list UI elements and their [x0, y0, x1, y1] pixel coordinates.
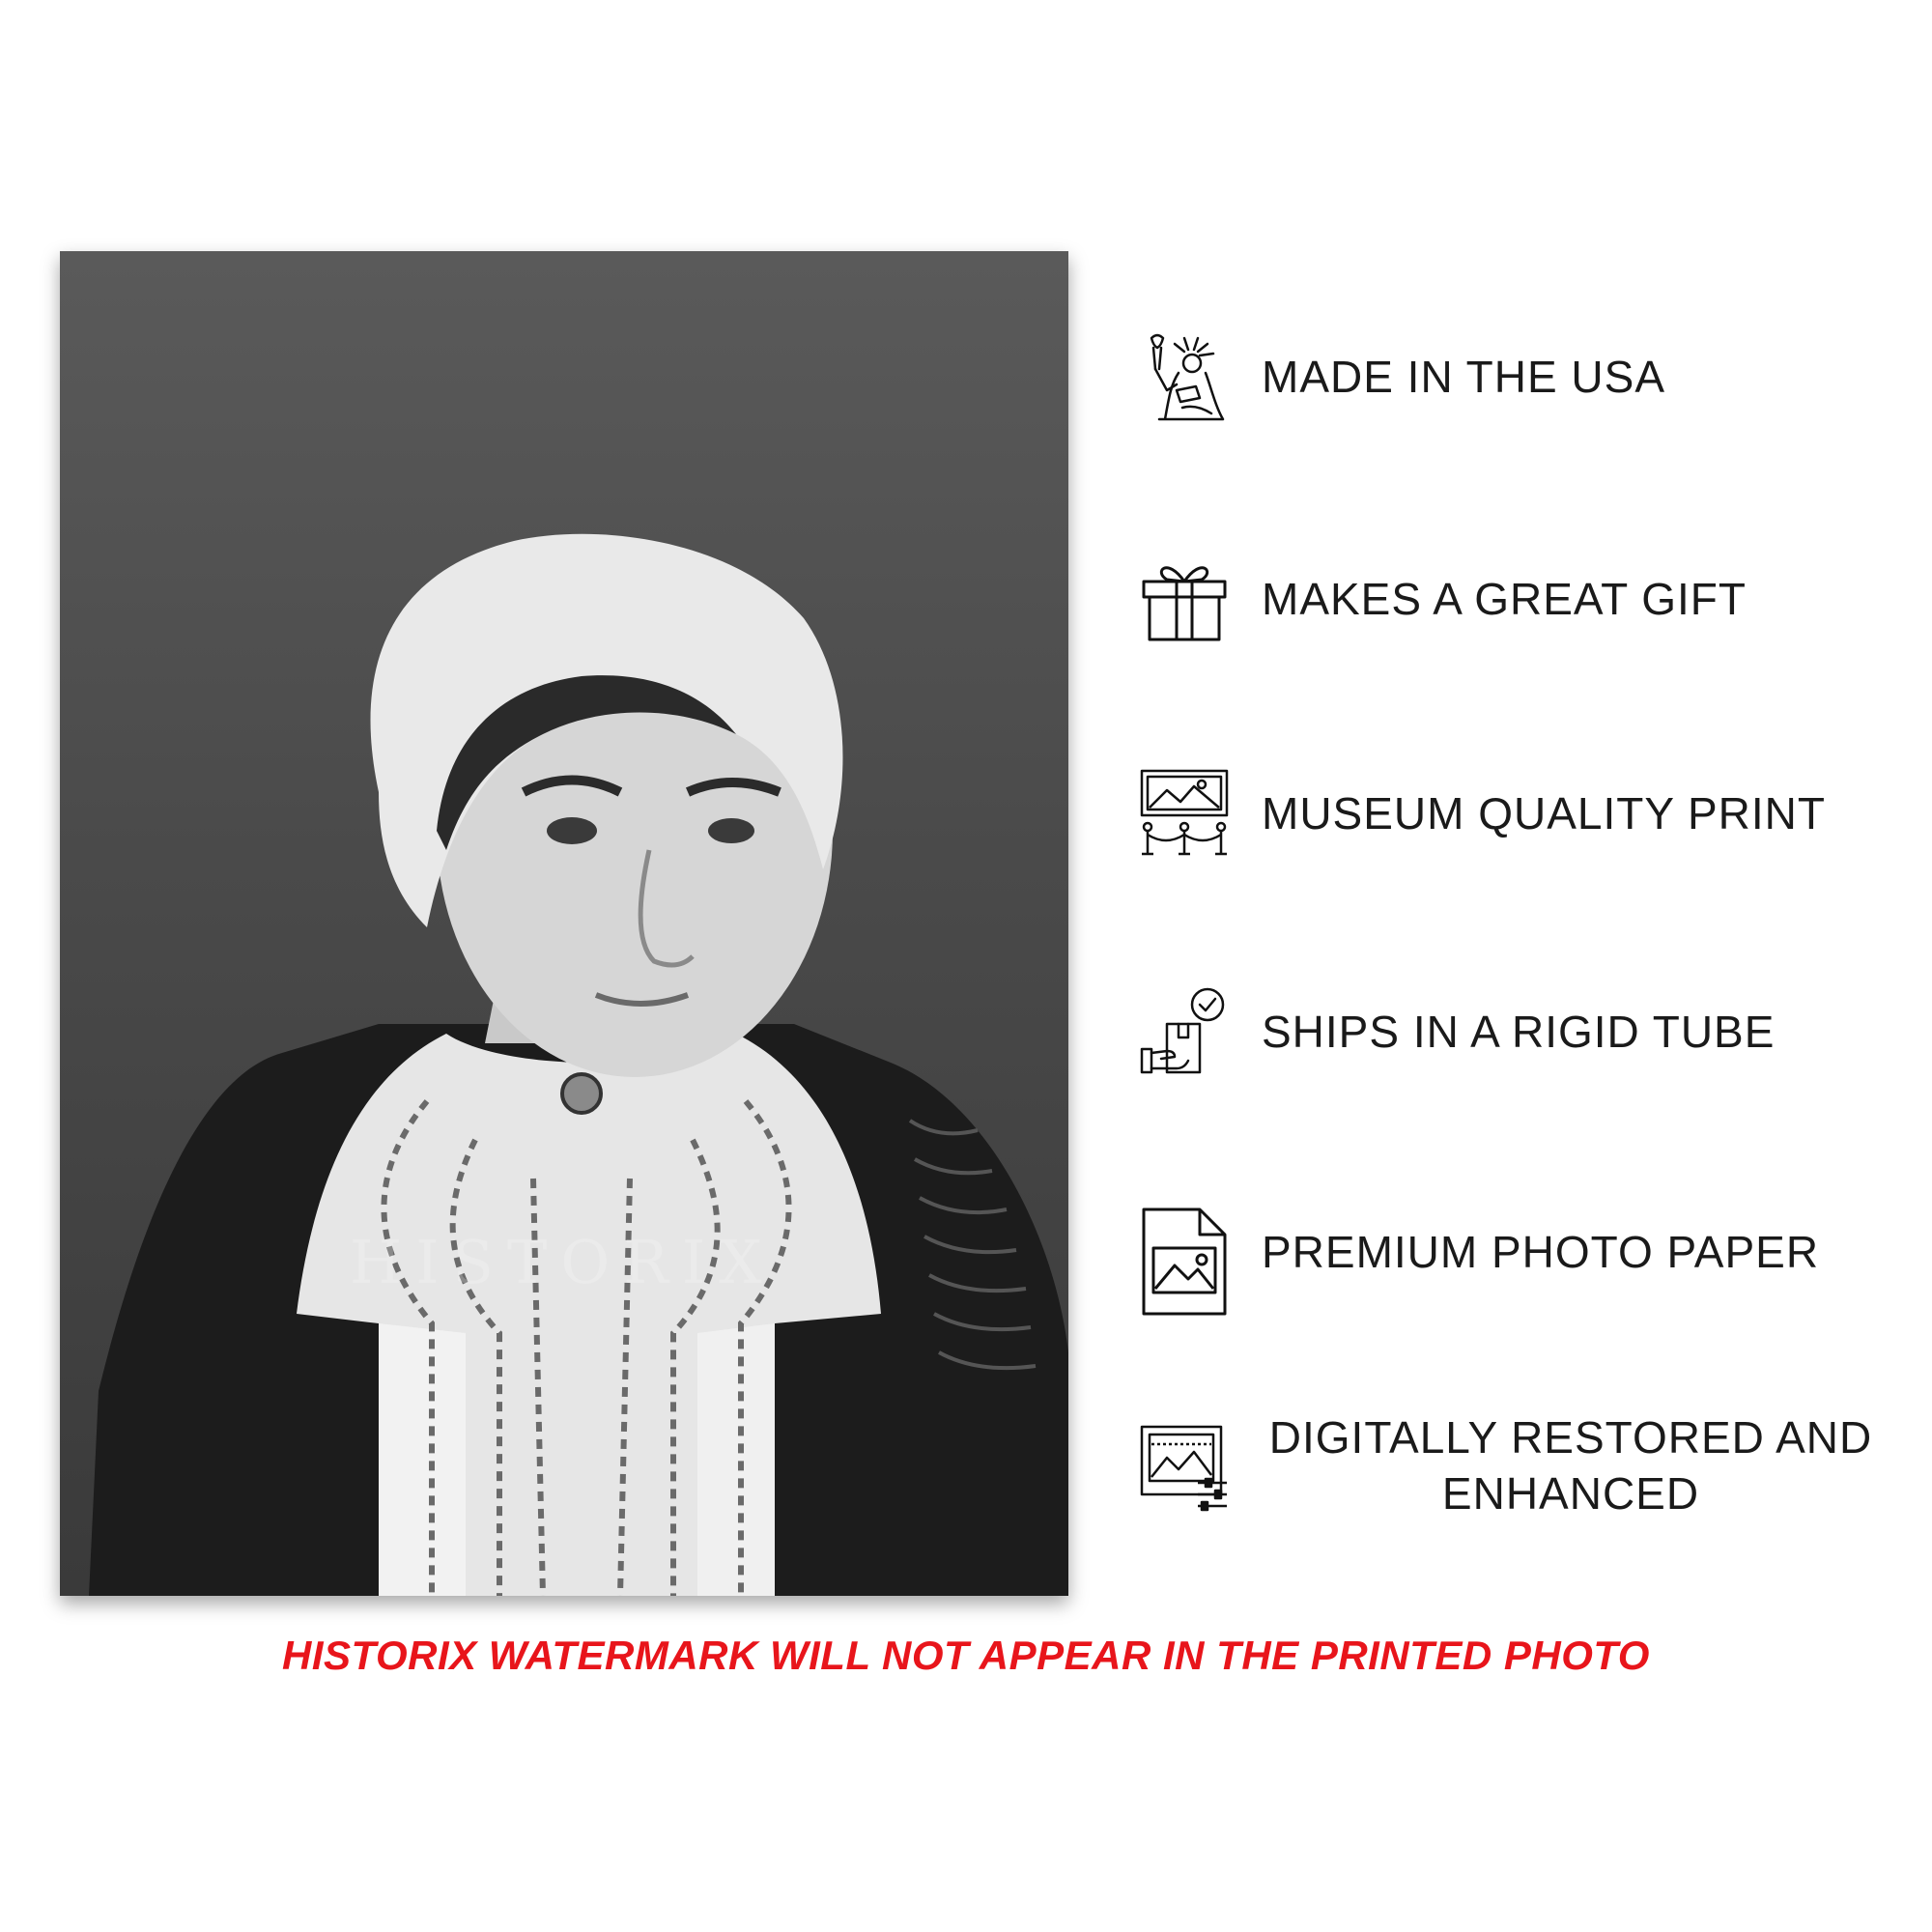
- feature-digitally-restored: [1138, 1403, 1901, 1528]
- image-enhance-icon: [1138, 1419, 1231, 1512]
- feature-label: MADE IN THE USA: [1262, 352, 1665, 402]
- feature-great-gift: [1138, 541, 1901, 657]
- portrait-photo: [60, 251, 1068, 1596]
- feature-museum-quality: [1138, 755, 1901, 871]
- statue-of-liberty-icon: [1138, 330, 1231, 423]
- package-delivery-icon: [1138, 985, 1231, 1078]
- feature-label: PREMIUM PHOTO PAPER: [1262, 1227, 1820, 1277]
- feature-label: DIGITALLY RESTORED AND ENHANCED: [1268, 1412, 1873, 1519]
- feature-label: SHIPS IN A RIGID TUBE: [1262, 1007, 1776, 1057]
- watermark-notice: HISTORIX WATERMARK WILL NOT APPEAR IN THE PRINTED PHOTO: [282, 1633, 1650, 1678]
- feature-made-in-usa: [1138, 319, 1901, 435]
- feature-label: MAKES A GREAT GIFT: [1262, 574, 1747, 624]
- feature-rigid-tube: [1138, 974, 1901, 1090]
- feature-label: MUSEUM QUALITY PRINT: [1262, 788, 1826, 838]
- feature-premium-paper: [1138, 1194, 1901, 1310]
- photo-watermark: HISTORIX: [350, 1227, 776, 1297]
- gift-icon: [1138, 553, 1231, 645]
- portrait-illustration: [60, 251, 1068, 1596]
- photo-file-icon: [1138, 1206, 1231, 1298]
- museum-frame-icon: [1138, 767, 1231, 860]
